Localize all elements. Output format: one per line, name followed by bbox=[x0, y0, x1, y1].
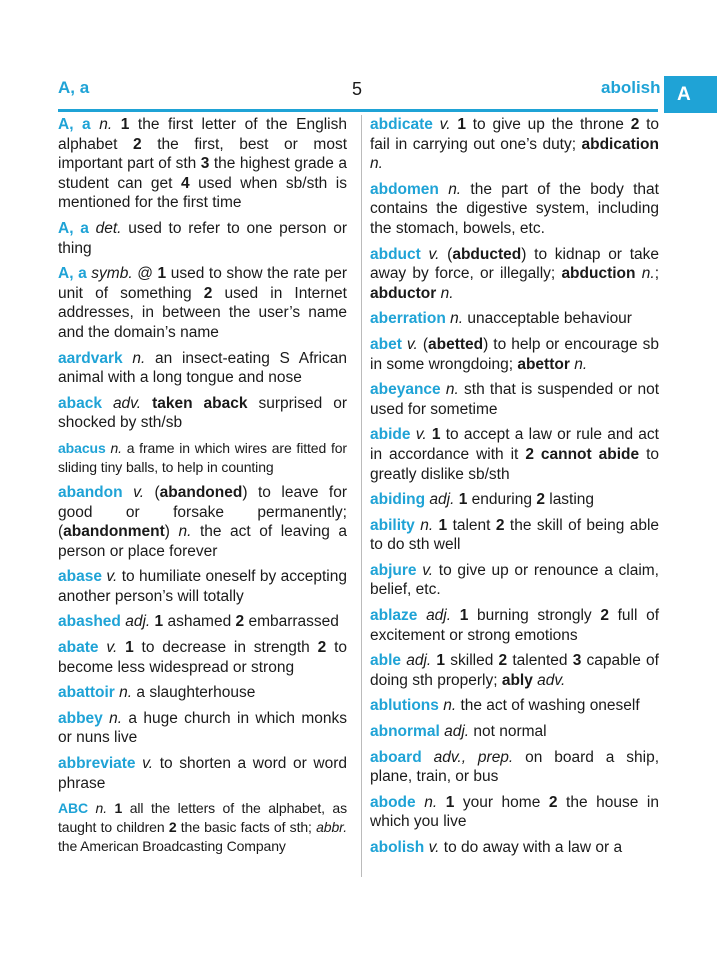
definition-text: the part of the body that contains the digestive system, including the stomach, bowels, etc. bbox=[370, 180, 659, 237]
bold-text: abducted bbox=[452, 245, 522, 263]
part-of-speech: n. bbox=[119, 684, 133, 702]
definition-text: surprised or shocked by sth/sb bbox=[58, 394, 347, 432]
definition-text: to become less widespread or strong bbox=[58, 639, 348, 676]
definition-text: @ bbox=[132, 265, 158, 283]
column-divider bbox=[361, 115, 362, 877]
definition-text: the house in which you live bbox=[370, 793, 659, 831]
headword: ablutions bbox=[370, 697, 439, 715]
definition-text: the skill of being able to do sth well bbox=[370, 516, 660, 554]
definition-text bbox=[451, 607, 460, 624]
dictionary-entry bbox=[370, 606, 659, 645]
part-of-speech: adj. bbox=[429, 491, 455, 509]
part-of-speech: v. bbox=[106, 639, 118, 657]
definition-text bbox=[421, 246, 429, 263]
bold-text: 1 bbox=[459, 607, 469, 625]
definition-text: not normal bbox=[469, 723, 547, 741]
dictionary-entry bbox=[58, 264, 347, 342]
bold-text: 2 bbox=[168, 819, 177, 836]
part-of-speech: n. bbox=[110, 439, 122, 456]
part-of-speech: adj. bbox=[406, 652, 432, 670]
definition-text bbox=[88, 800, 96, 816]
part-of-speech: n. bbox=[448, 180, 462, 198]
definition-text bbox=[422, 749, 434, 766]
bold-text: abduction bbox=[561, 265, 636, 283]
part-of-speech: v. bbox=[439, 116, 451, 133]
headword: abduct bbox=[370, 245, 421, 263]
dictionary-entry bbox=[58, 483, 347, 561]
part-of-speech: n. bbox=[109, 709, 123, 727]
headword: aboard bbox=[370, 748, 422, 766]
bold-text: 2 bbox=[630, 116, 640, 133]
bold-text: 2 bbox=[498, 652, 508, 670]
headword: A, a bbox=[58, 116, 91, 133]
definition-text: ) to help or encourage sb in some wrongdoing; bbox=[370, 335, 660, 373]
definition-text: a frame in which wires are fitted for sliding tiny balls, to help in counting bbox=[58, 439, 347, 475]
dictionary-entry bbox=[58, 115, 347, 213]
definition-text: your home bbox=[454, 793, 549, 811]
dictionary-entry bbox=[370, 651, 659, 690]
definition-text bbox=[417, 607, 426, 624]
part-of-speech: adv., prep. bbox=[433, 748, 514, 766]
part-of-speech: n. bbox=[370, 155, 383, 173]
dictionary-entry bbox=[370, 696, 659, 716]
dictionary-entry bbox=[370, 380, 659, 419]
bold-text: 2 bbox=[203, 284, 213, 302]
definition-text: lasting bbox=[544, 491, 595, 509]
definition-text: to shorten a word or word phrase bbox=[58, 755, 347, 792]
definition-text: burning strongly bbox=[468, 607, 601, 625]
definition-text: ( bbox=[144, 483, 160, 501]
definition-text: capable of doing sth properly; bbox=[370, 652, 659, 689]
headword: aback bbox=[58, 394, 102, 412]
definition-text: used to refer to one person or thing bbox=[58, 219, 347, 257]
part-of-speech: n. bbox=[95, 800, 108, 817]
part-of-speech: det. bbox=[95, 219, 122, 237]
definition-text: used in Internet addresses, in between the user’s name and the domain’s name bbox=[58, 284, 347, 341]
definition-text: a huge church in which monks or nuns live bbox=[58, 709, 347, 747]
definition-text: to decrease in strength bbox=[133, 639, 318, 657]
headword: abdomen bbox=[370, 180, 439, 198]
headword: abiding bbox=[370, 491, 426, 509]
part-of-speech: n. bbox=[641, 265, 655, 283]
definition-text: to give up the throne bbox=[465, 116, 631, 133]
dictionary-entry bbox=[58, 799, 347, 856]
dictionary-entry bbox=[370, 793, 659, 832]
headword: aberration bbox=[370, 310, 446, 328]
page-number: 5 bbox=[352, 79, 363, 99]
dictionary-entry bbox=[370, 748, 659, 787]
definition-text bbox=[123, 484, 134, 501]
dictionary-entry bbox=[370, 838, 659, 858]
definition-text bbox=[439, 181, 448, 198]
part-of-speech: v. bbox=[428, 839, 440, 856]
bold-text: abandoned bbox=[159, 483, 243, 501]
left-column bbox=[58, 115, 347, 862]
dictionary-entry bbox=[370, 425, 659, 484]
bold-text: 1 bbox=[125, 639, 134, 657]
headword: abacus bbox=[58, 439, 106, 456]
headword: abolish bbox=[370, 839, 425, 856]
definition-text: talent bbox=[447, 516, 496, 534]
bold-text: abdication bbox=[581, 135, 659, 153]
right-column bbox=[370, 115, 659, 864]
part-of-speech: adj. bbox=[426, 607, 452, 625]
dictionary-entry bbox=[370, 561, 659, 600]
headword: able bbox=[370, 652, 402, 670]
bold-text: 2 bbox=[536, 491, 545, 509]
dictionary-entry bbox=[58, 683, 347, 703]
dictionary-entry bbox=[370, 335, 659, 374]
headword: abbey bbox=[58, 709, 103, 727]
dictionary-entry bbox=[58, 709, 347, 748]
headword: ability bbox=[370, 516, 415, 534]
part-of-speech: adj. bbox=[444, 723, 470, 741]
headword: abide bbox=[370, 426, 411, 444]
definition-text: ) to kidnap or take away by force, or illegally; bbox=[370, 245, 659, 283]
definition-text: sth that is suspended or not used for sometime bbox=[370, 381, 659, 418]
definition-text: the American Broadcasting Company bbox=[58, 838, 286, 855]
definition-text bbox=[107, 800, 115, 816]
bold-text: 1 bbox=[154, 613, 164, 631]
dictionary-entry bbox=[58, 394, 347, 433]
definition-text bbox=[416, 794, 425, 811]
definition-text: talented bbox=[507, 652, 573, 670]
definition-text: ) bbox=[164, 523, 179, 541]
headword: abjure bbox=[370, 561, 417, 579]
definition-text: to accept a law or rule and act in accordance with it bbox=[370, 426, 659, 463]
bold-text: abductor bbox=[370, 284, 437, 302]
definition-text: on board a ship, plane, train, or bus bbox=[370, 748, 660, 786]
bold-text: abandonment bbox=[63, 523, 165, 541]
headword: abattoir bbox=[58, 684, 115, 702]
part-of-speech: symb. bbox=[91, 265, 133, 283]
part-of-speech: n. bbox=[443, 697, 457, 715]
part-of-speech: n. bbox=[132, 349, 146, 367]
bold-text: 1 bbox=[445, 793, 455, 811]
definition-text: embarrassed bbox=[244, 613, 339, 631]
definition-text bbox=[91, 116, 100, 133]
dictionary-entry bbox=[370, 516, 659, 555]
part-of-speech: n. bbox=[574, 355, 588, 373]
dictionary-entry bbox=[58, 219, 347, 258]
headword: aardvark bbox=[58, 349, 123, 367]
part-of-speech: v. bbox=[415, 426, 427, 444]
definition-text: unacceptable behaviour bbox=[463, 310, 632, 328]
headword: A, a bbox=[58, 265, 87, 283]
dictionary-entry bbox=[58, 439, 347, 477]
dictionary-entry bbox=[370, 245, 659, 304]
definition-text: to give up or renounce a claim, belief, etc. bbox=[370, 561, 659, 599]
dictionary-entry bbox=[370, 309, 659, 329]
dictionary-entry bbox=[370, 180, 659, 239]
definition-text: used when sb/sth is mentioned for the first time bbox=[58, 174, 347, 212]
bold-text: 1 bbox=[431, 426, 441, 444]
definition-text bbox=[102, 395, 113, 412]
headword: ABC bbox=[58, 800, 89, 817]
definition-text: ; bbox=[654, 265, 659, 283]
headword: abase bbox=[58, 568, 102, 586]
headword: abnormal bbox=[370, 723, 440, 741]
guide-word-right: abolish bbox=[601, 78, 661, 97]
part-of-speech: v. bbox=[422, 561, 434, 579]
bold-text: 2 bbox=[317, 639, 327, 657]
definition-text bbox=[117, 639, 125, 656]
definition-text: to humiliate oneself by accepting another person’s will totally bbox=[58, 568, 347, 605]
definition-text: enduring bbox=[467, 491, 537, 509]
definition-text bbox=[112, 116, 121, 133]
definition-text: used to show the rate per unit of something bbox=[58, 265, 347, 302]
definition-text: ( bbox=[439, 245, 453, 263]
bold-text: 1 bbox=[157, 265, 167, 283]
definition-text: the highest grade a student can get bbox=[58, 155, 347, 192]
bold-text: 2 cannot abide bbox=[525, 445, 640, 463]
definition-text: the act of leaving a person or place forever bbox=[58, 523, 348, 560]
bold-text: 2 bbox=[548, 793, 558, 811]
definition-text bbox=[437, 794, 446, 811]
bold-text: 2 bbox=[495, 516, 505, 534]
definition-text: the first, best or most important part of sth bbox=[58, 135, 347, 173]
part-of-speech: n. bbox=[420, 516, 434, 534]
definition-text: an insect-eating S African animal with a long tongue and nose bbox=[58, 349, 347, 387]
definition-text bbox=[89, 220, 96, 237]
bold-text: 1 bbox=[436, 652, 446, 670]
part-of-speech: n. bbox=[99, 116, 113, 133]
part-of-speech: n. bbox=[424, 793, 438, 811]
headword: abbreviate bbox=[58, 755, 136, 773]
headword: abandon bbox=[58, 483, 123, 501]
bold-text: 2 bbox=[600, 607, 609, 625]
dictionary-entry bbox=[58, 754, 347, 793]
bold-text: 1 bbox=[457, 116, 466, 133]
bold-text: ably bbox=[501, 671, 533, 689]
part-of-speech: n. bbox=[445, 381, 459, 399]
part-of-speech: n. bbox=[178, 523, 192, 541]
thumb-index-tab: A bbox=[664, 76, 717, 113]
bold-text: taken aback bbox=[152, 394, 248, 412]
definition-text bbox=[433, 116, 440, 133]
headword: ablaze bbox=[370, 607, 418, 625]
headword: abashed bbox=[58, 613, 121, 631]
definition-text: ) to leave for good or forsake permanently; ( bbox=[58, 483, 348, 541]
bold-text: 1 bbox=[114, 800, 123, 817]
definition-text: ( bbox=[417, 335, 428, 353]
definition-text bbox=[123, 350, 133, 367]
dictionary-entry bbox=[370, 115, 659, 174]
definition-text: all the letters of the alphabet, as taught to children bbox=[58, 800, 347, 836]
definition-text: the act of washing oneself bbox=[456, 697, 640, 715]
dictionary-entry bbox=[58, 567, 347, 606]
bold-text: 4 bbox=[181, 174, 190, 192]
part-of-speech: v. bbox=[428, 245, 440, 263]
bold-text: 2 bbox=[133, 135, 142, 153]
dictionary-entry bbox=[58, 638, 347, 677]
definition-text bbox=[141, 395, 152, 412]
bold-text: 3 bbox=[572, 652, 582, 670]
part-of-speech: v. bbox=[142, 755, 154, 773]
part-of-speech: n. bbox=[450, 310, 464, 328]
bold-text: abetted bbox=[428, 335, 484, 353]
headword: abate bbox=[58, 639, 99, 657]
headword: abode bbox=[370, 793, 416, 811]
part-of-speech: v. bbox=[106, 568, 118, 586]
headword: abdicate bbox=[370, 116, 433, 133]
definition-text: full of excitement or strong emotions bbox=[370, 607, 660, 644]
part-of-speech: v. bbox=[133, 483, 144, 501]
dictionary-entry bbox=[370, 722, 659, 742]
part-of-speech: adj. bbox=[125, 613, 151, 631]
guide-word-left: A, a bbox=[58, 78, 90, 97]
dictionary-entry bbox=[58, 349, 347, 388]
dictionary-entry bbox=[370, 490, 659, 510]
definition-text: a slaughterhouse bbox=[132, 684, 256, 702]
part-of-speech: n. bbox=[440, 284, 454, 302]
definition-text: to fail in carrying out one’s duty; bbox=[370, 116, 660, 153]
part-of-speech: adv. bbox=[537, 671, 566, 689]
bold-text: 1 bbox=[438, 516, 448, 534]
bold-text: 2 bbox=[235, 613, 245, 631]
bold-text: 1 bbox=[120, 116, 130, 133]
part-of-speech: abbr. bbox=[316, 819, 347, 836]
bold-text: 3 bbox=[200, 155, 210, 173]
part-of-speech: v. bbox=[406, 335, 418, 353]
definition-text: the first letter of the English alphabet bbox=[58, 116, 347, 153]
bold-text: abettor bbox=[517, 355, 570, 373]
dictionary-entry bbox=[58, 612, 347, 632]
part-of-speech: adv. bbox=[112, 394, 142, 412]
headword: abet bbox=[370, 335, 402, 353]
definition-text: skilled bbox=[445, 652, 499, 670]
bold-text: 1 bbox=[458, 491, 468, 509]
headword: A, a bbox=[58, 219, 89, 237]
definition-text: to greatly dislike sb/sth bbox=[370, 445, 659, 483]
header-rule bbox=[58, 109, 658, 112]
headword: abeyance bbox=[370, 381, 441, 399]
definition-text: to do away with a law or a bbox=[439, 839, 623, 856]
definition-text: the basic facts of sth; bbox=[176, 819, 317, 836]
definition-text: ashamed bbox=[163, 613, 236, 631]
